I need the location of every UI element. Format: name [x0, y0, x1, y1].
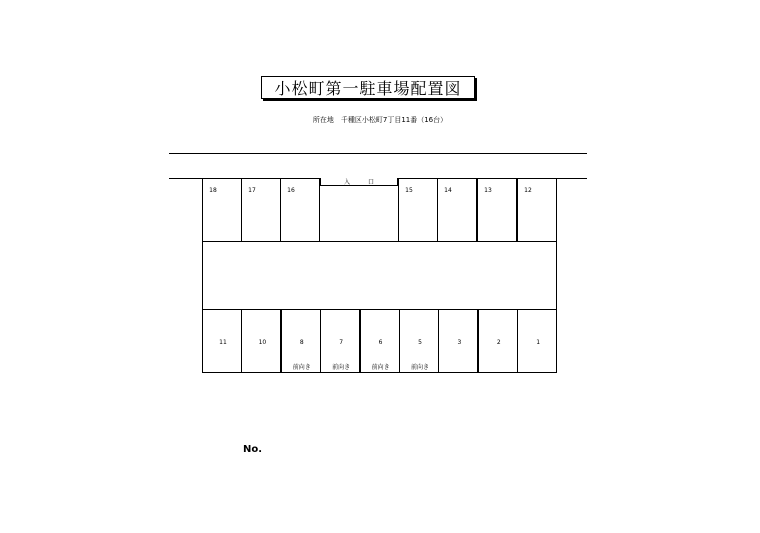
number-label: No.	[243, 444, 263, 455]
stall-number: 12	[524, 187, 532, 194]
document-title: 小松町第一駐車場配置図	[261, 76, 475, 99]
stall-number: 8	[299, 339, 304, 346]
parking-stall	[438, 309, 478, 373]
parking-stall	[517, 178, 557, 242]
stall-number: 5	[418, 339, 422, 346]
parking-stall	[280, 178, 320, 242]
entrance-label: 入口	[343, 179, 392, 186]
stall-orientation-note: 前向き	[332, 364, 351, 371]
stall-orientation-note: 前向き	[371, 364, 390, 371]
road-line-left	[169, 178, 202, 179]
stall-number: 11	[219, 339, 227, 346]
stall-number: 2	[496, 339, 501, 346]
road-line-top	[169, 153, 587, 154]
parking-stall	[477, 178, 517, 242]
stall-number: 14	[444, 187, 452, 194]
stall-number: 1	[536, 339, 541, 346]
parking-stall	[241, 309, 281, 373]
parking-stall	[437, 178, 477, 242]
parking-stall	[281, 309, 321, 373]
parking-stall	[202, 309, 242, 373]
stall-number: 17	[248, 187, 256, 194]
parking-stall	[478, 309, 518, 373]
parking-stall	[360, 309, 400, 373]
parking-stall	[320, 309, 360, 373]
stall-number: 6	[378, 339, 383, 346]
stall-orientation-note: 前向き	[292, 364, 311, 371]
stall-number: 16	[287, 187, 295, 194]
stall-number: 15	[405, 187, 413, 194]
parking-stall	[399, 309, 439, 373]
stall-number: 13	[484, 187, 492, 194]
aisle-area	[202, 241, 557, 310]
stall-number: 3	[457, 339, 462, 346]
road-line-right	[556, 178, 587, 179]
parking-stall	[241, 178, 281, 242]
stall-number: 18	[209, 187, 217, 194]
parking-stall	[202, 178, 242, 242]
stall-orientation-note: 前向き	[410, 364, 429, 371]
stall-number: 7	[339, 339, 344, 346]
parking-stall	[398, 178, 438, 242]
address-text: 所在地 千種区小松町7丁目11番（16台）	[312, 116, 448, 124]
parking-stall	[517, 309, 557, 373]
stall-number: 10	[258, 339, 267, 346]
